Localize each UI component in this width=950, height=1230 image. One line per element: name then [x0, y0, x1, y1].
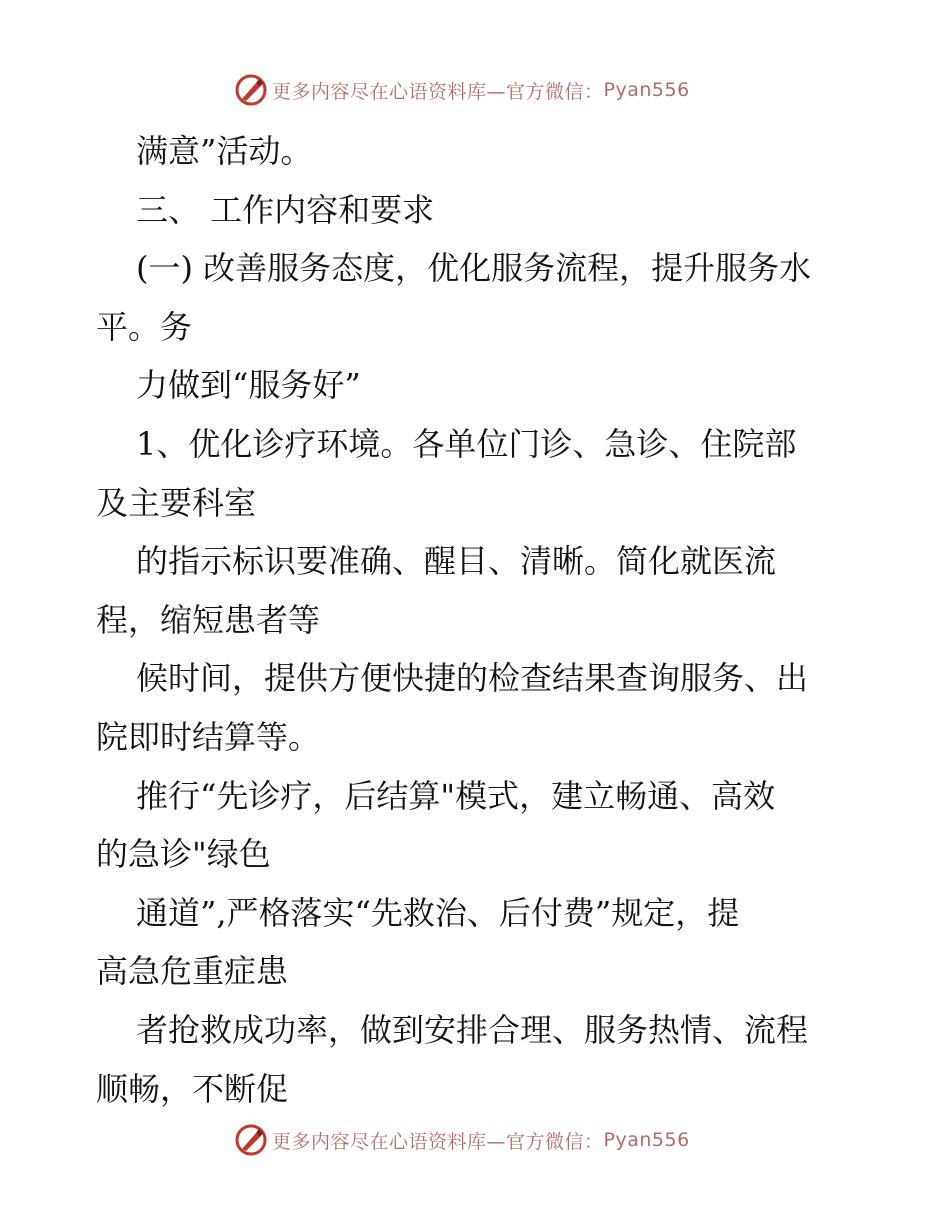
watermark-wechat-id: Pyan556	[603, 1129, 690, 1151]
pen-circle-logo-icon	[234, 73, 268, 107]
text-line: 顺畅，不断促	[96, 1069, 289, 1108]
text-line: 推行“先诊疗，后结算"模式，建立畅通、高效	[136, 776, 776, 815]
paragraph	[96, 122, 876, 181]
text-line: 及主要科室	[96, 483, 257, 522]
paragraph	[96, 1001, 876, 1118]
watermark-wechat-id: Pyan556	[603, 79, 690, 101]
text-line: 的指示标识要准确、醒目、清晰。简化就医流	[136, 542, 777, 581]
text-line: 满意”活动。	[136, 132, 313, 170]
text-line: 通道”,严格落实“先救治、后付费”规定，提	[136, 893, 740, 932]
paragraph	[96, 767, 876, 884]
paragraph	[96, 356, 876, 415]
paragraph	[96, 884, 876, 1001]
text-line: 的急诊"绿色	[96, 835, 271, 874]
text-line: 者抢救成功率，做到安排合理、服务热情、流程	[136, 1010, 809, 1049]
paragraph	[96, 532, 876, 649]
text-line: 平。务	[96, 307, 193, 346]
text-line: 三、 工作内容和要求	[136, 190, 435, 229]
section-heading	[96, 181, 876, 240]
watermark-text: 更多内容尽在心语资料库—官方微信：	[272, 1130, 604, 1153]
text-line: 候时间，提供方便快捷的检查结果查询服务、出	[136, 659, 809, 698]
text-line: 高急危重症患	[96, 952, 289, 991]
document-body	[96, 122, 876, 1118]
footer-watermark	[234, 1122, 690, 1158]
text-line: (一) 改善服务态度，优化服务流程，提升服务水	[136, 249, 812, 288]
paragraph	[96, 649, 876, 766]
header-watermark	[234, 72, 690, 108]
text-line: 院即时结算等。	[96, 717, 321, 756]
text-line: 力做到“服务好”	[136, 366, 361, 405]
pen-circle-logo-icon	[234, 1123, 268, 1157]
paragraph	[96, 415, 876, 532]
text-line: 1、优化诊疗环境。各单位门诊、急诊、住院部	[136, 424, 797, 463]
text-line: 程，缩短患者等	[96, 600, 321, 639]
subsection-heading	[96, 239, 876, 356]
watermark-text: 更多内容尽在心语资料库—官方微信：	[272, 80, 604, 103]
